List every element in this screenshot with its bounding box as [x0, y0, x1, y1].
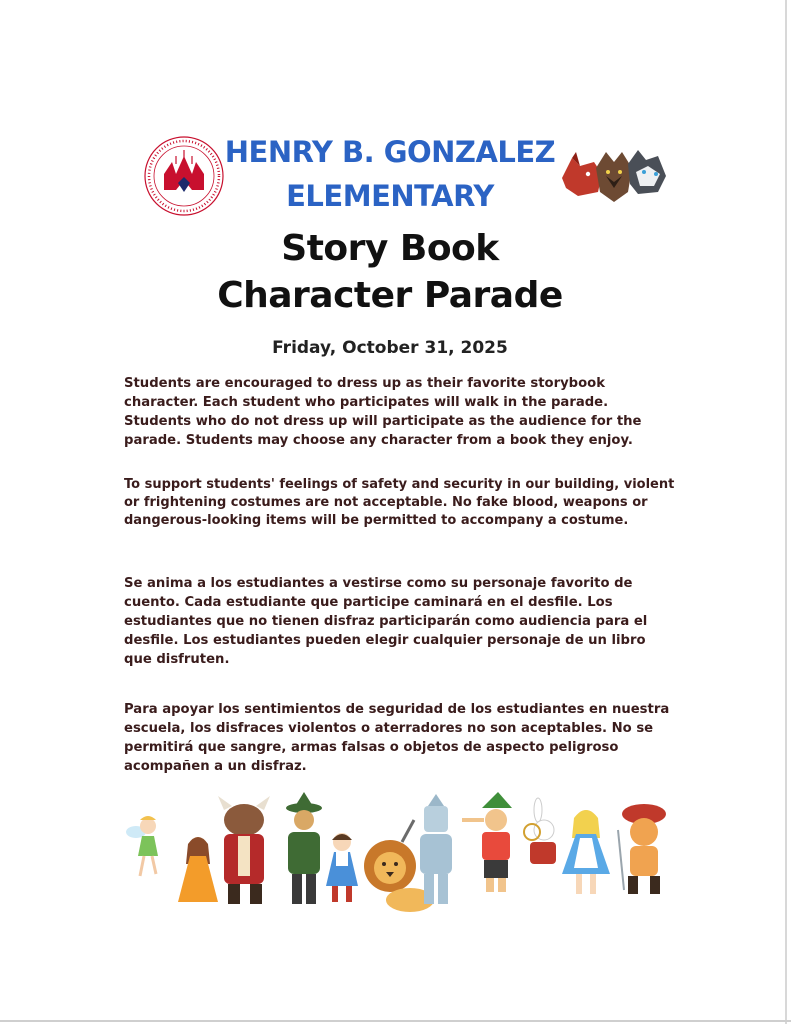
school-name-line2: ELEMENTARY — [286, 179, 494, 213]
pinocchio-icon — [462, 792, 512, 892]
english-paragraph-2: To support students' feelings of safety and security in our building, violent or frightening costumes are not acceptable. No fake blood, weapons or dangerous-looking items will be permitted to accompany a costume. — [124, 477, 675, 528]
beast-icon — [218, 796, 270, 904]
puss-in-boots-icon — [618, 804, 666, 894]
scarecrow-icon — [286, 792, 322, 904]
spanish-paragraph-2: Para apoyar los sentimientos de seguridad de los estudiantes en nuestra escuela, los disfraces violentos o aterradores no son aceptables. No se permitirá que sangre, armas falsas o objetos de aspecto peligroso acompañen a un disfraz. — [124, 702, 670, 774]
fairy-icon — [126, 816, 158, 876]
english-paragraph-1: Students are encouraged to dress up as their favorite storybook character. Each student who participates will walk in the parade. Students who do not dress up will participate as the audience for the parade. Students may choose any character from a book they enjoy. — [124, 376, 642, 448]
spanish-paragraph-1: Se anima a los estudiantes a vestirse como su personaje favorito de cuento. Cada estudiante que participe caminará en el desfile. Los estudiantes que no tienen disfraz participarán como audiencia para el desfile. Los estudiantes pueden elegir cualquier personaje de un libro que disfruten. — [124, 576, 648, 667]
white-rabbit-icon — [524, 798, 556, 864]
school-seal-icon — [142, 134, 226, 218]
event-date: Friday, October 31, 2025 — [272, 338, 508, 358]
princess-icon — [178, 837, 218, 902]
school-name-line1: HENRY B. GONZALEZ — [224, 135, 556, 169]
dorothy-icon — [326, 833, 358, 902]
event-title-line1: Story Book — [281, 228, 499, 269]
scan-edge — [0, 1020, 791, 1022]
alice-icon — [562, 810, 610, 894]
wolf-mascot-icon — [558, 148, 670, 204]
event-title-line2: Character Parade — [217, 275, 563, 316]
storybook-characters-illustration — [118, 790, 678, 920]
scan-edge — [785, 0, 787, 1024]
